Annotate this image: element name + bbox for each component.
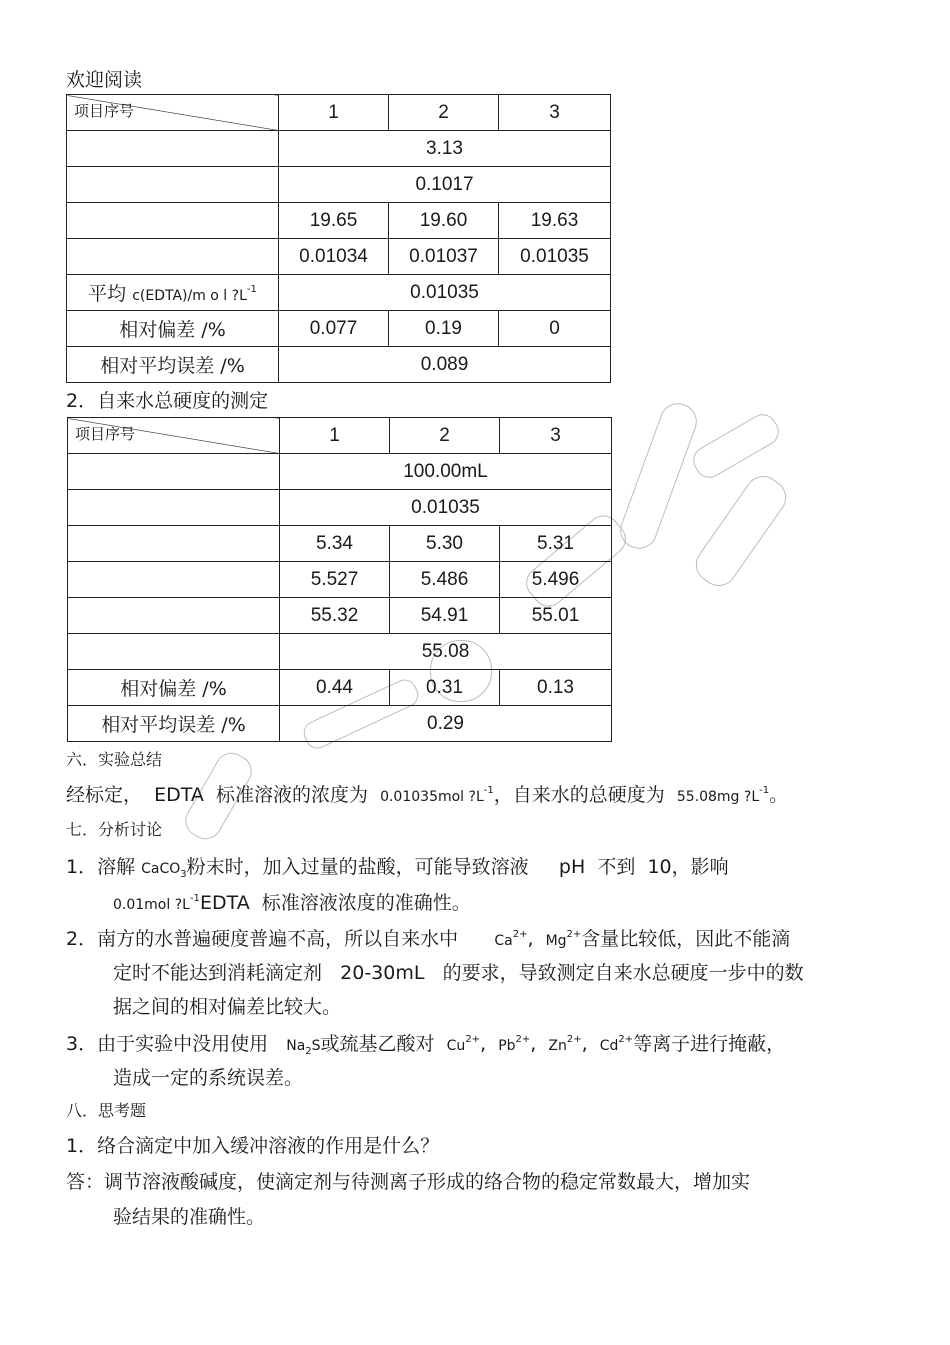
section-title: 2．自来水总硬度的测定 xyxy=(66,390,269,412)
discussion-item-3-cont: 造成一定的系统误差。 xyxy=(113,1067,304,1089)
cell: 55.01 xyxy=(500,598,612,634)
cell: 55.32 xyxy=(280,598,390,634)
discussion-item-2: 2．南方的水普遍硬度普遍不高，所以自来水中 $Ca^{2+}$, $Mg^{2+}$含量比较低，因此不能滴 xyxy=(66,928,791,950)
cell: 19.60 xyxy=(389,203,499,239)
summary-heading: 六．实验总结 xyxy=(66,750,163,769)
discussion-item-2-cont: 定时不能达到消耗滴定剂 20-30mL 的要求，导致测定自来水总硬度一步中的数 xyxy=(113,962,804,984)
cell: 5.34 xyxy=(280,526,390,562)
cell: 0.077 xyxy=(279,311,389,347)
table-corner-cell: 项目序号 xyxy=(67,95,279,131)
table-corner-cell: 项目序号 xyxy=(68,418,280,454)
table-row xyxy=(68,526,612,562)
discussion-heading: 七．分析讨论 xyxy=(66,820,163,839)
questions-heading: 八．思考题 xyxy=(66,1101,147,1120)
row-label: 相对平均误差 /% xyxy=(68,706,280,742)
table-row xyxy=(67,311,611,347)
table-row xyxy=(67,131,611,167)
table-row xyxy=(68,706,612,742)
cell: 19.65 xyxy=(279,203,389,239)
row-label: 相对偏差 /% xyxy=(68,670,280,706)
cell: 5.31 xyxy=(500,526,612,562)
row-label: 相对平均误差 /% xyxy=(67,347,279,383)
row-label: 平均 c(EDTA)/m o l $?L^{-1}$ xyxy=(67,275,279,311)
discussion-item-3: 3．由于实验中没用使用 $Na_2S$或巯基乙酸对 $Cu^{2+}$, $Pb^{2+}$, $Zn^{2+}$, $Cd^{2+}$等离子进行掩蔽， xyxy=(66,1033,786,1057)
discussion-item-1: 1．溶解 CaCO$_3$粉末时，加入过量的盐酸，可能导致溶液 pH 不到 10，影响 xyxy=(66,856,729,880)
table-row xyxy=(67,239,611,275)
cell: 3.13 xyxy=(279,131,611,167)
col-header: 3 xyxy=(499,95,611,131)
col-header: 1 xyxy=(279,95,389,131)
water-hardness-table xyxy=(67,417,612,742)
cell: 5.486 xyxy=(390,562,500,598)
cell: 100.00mL xyxy=(280,454,612,490)
table-row xyxy=(68,598,612,634)
cell: 5.30 xyxy=(390,526,500,562)
table-row xyxy=(68,670,612,706)
edta-calibration-table xyxy=(66,94,611,383)
table-row xyxy=(68,634,612,670)
col-header: 2 xyxy=(390,418,500,454)
cell: 0.01034 xyxy=(279,239,389,275)
cell: 0.01035 xyxy=(280,490,612,526)
table-row xyxy=(67,203,611,239)
answer-1-cont: 验结果的准确性。 xyxy=(113,1206,266,1228)
table-row xyxy=(67,275,611,311)
table-row xyxy=(67,167,611,203)
cell: 0.01035 xyxy=(499,239,611,275)
welcome-text: 欢迎阅读 xyxy=(66,69,143,91)
cell: 0.1017 xyxy=(279,167,611,203)
col-header: 1 xyxy=(280,418,390,454)
row-label: 相对偏差 /% xyxy=(67,311,279,347)
table-row xyxy=(68,562,612,598)
cell: 0.01035 xyxy=(279,275,611,311)
table-header-row xyxy=(68,418,612,454)
col-header: 2 xyxy=(389,95,499,131)
cell: 19.63 xyxy=(499,203,611,239)
cell: 0.13 xyxy=(500,670,612,706)
cell: 0.44 xyxy=(280,670,390,706)
discussion-item-1-cont: 0.01mol $?L^{-1}EDTA$ 标准溶液浓度的准确性。 xyxy=(113,892,471,914)
table-row xyxy=(67,347,611,383)
cell: 0.19 xyxy=(389,311,499,347)
cell: 0.31 xyxy=(390,670,500,706)
table-header-row xyxy=(67,95,611,131)
summary-paragraph: 经标定， EDTA 标准溶液的浓度为 0.01035mol $?L^{-1}$，自来水的总硬度为 55.08mg $?L^{-1}$。 xyxy=(66,784,789,806)
table-row xyxy=(68,490,612,526)
cell: 0.089 xyxy=(279,347,611,383)
question-1: 1．络合滴定中加入缓冲溶液的作用是什么？ xyxy=(66,1135,440,1157)
answer-1: 答：调节溶液酸碱度，使滴定剂与待测离子形成的络合物的稳定常数最大，增加实 xyxy=(66,1171,751,1193)
cell: 0.01037 xyxy=(389,239,499,275)
cell: 5.527 xyxy=(280,562,390,598)
table-row xyxy=(68,454,612,490)
cell: 54.91 xyxy=(390,598,500,634)
discussion-item-2-end: 据之间的相对偏差比较大。 xyxy=(113,996,342,1018)
cell: 0 xyxy=(499,311,611,347)
cell: 5.496 xyxy=(500,562,612,598)
cell: 55.08 xyxy=(280,634,612,670)
col-header: 3 xyxy=(500,418,612,454)
cell: 0.29 xyxy=(280,706,612,742)
